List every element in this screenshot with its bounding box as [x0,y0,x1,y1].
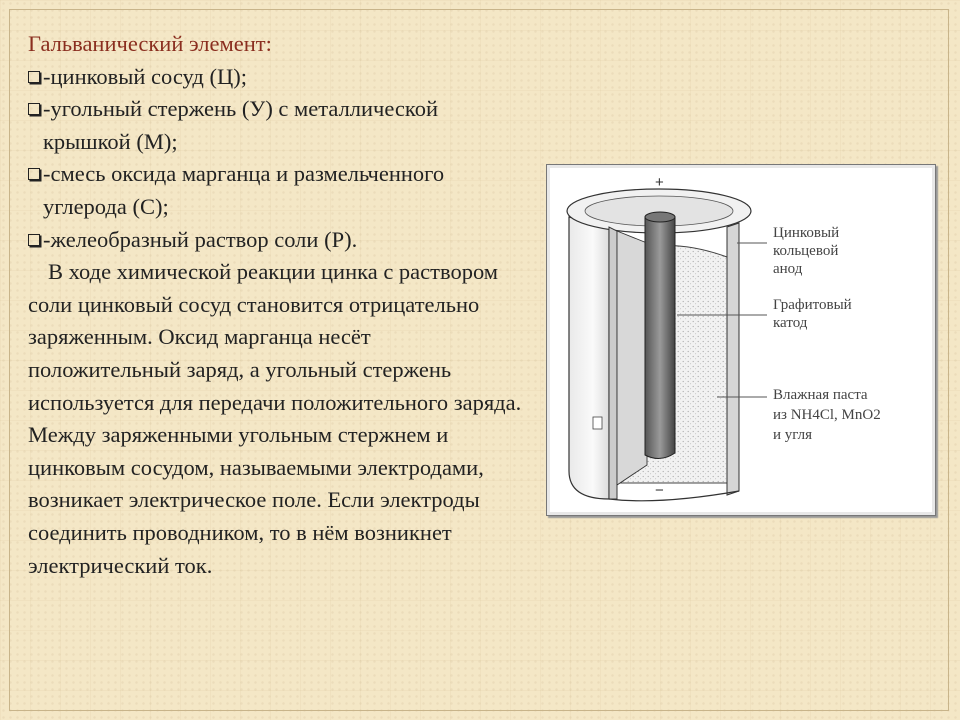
bullet-text: -желеобразный раствор соли (Р). [43,226,358,252]
checkbox-bullet-icon [28,234,40,246]
checkbox-bullet-icon [28,71,40,83]
bullet-text: -угольный стержень (У) с металлической крышкой (М); [43,96,438,154]
checkbox-bullet-icon [28,103,40,115]
zinc-casing [569,217,609,499]
graphite-rod [645,217,675,459]
explanation-paragraph: В ходе химической реакции цинка с раствором соли цинковый сосуд становится отрицательно заряженным. Оксид марганца несёт положительный заряд, а угольный стержень используется для передачи положительного заряда. Между заряженными угольным стержнем и цинковым сосудом, называемыми электродами, возникает электрическое поле. Если электроды соединить проводником, то в нём возникнет электрический ток. [28,259,522,578]
label-cathode: Графитовый катод [773,297,852,331]
checkbox-bullet-icon [28,168,40,180]
label-anode: Цинковый кольцевой анод [773,225,840,277]
minus-terminal: − [655,482,664,499]
battery-diagram-figure [546,164,936,516]
text-block [28,28,528,582]
bullet-item [28,61,528,94]
bullet-item [28,93,528,158]
bullet-text: -смесь оксида марганца и размельченного углерода (С); [43,161,445,219]
battery-cross-section-diagram [547,165,937,517]
bullet-text: -цинковый сосуд (Ц); [43,63,247,89]
bullet-item [28,158,528,223]
plus-terminal: + [655,174,664,191]
label-paste: Влажная паста из NH4Cl, MnO2 и угля [773,387,881,443]
slide-title: Гальванический элемент: [28,31,272,56]
bullet-item [28,224,528,257]
